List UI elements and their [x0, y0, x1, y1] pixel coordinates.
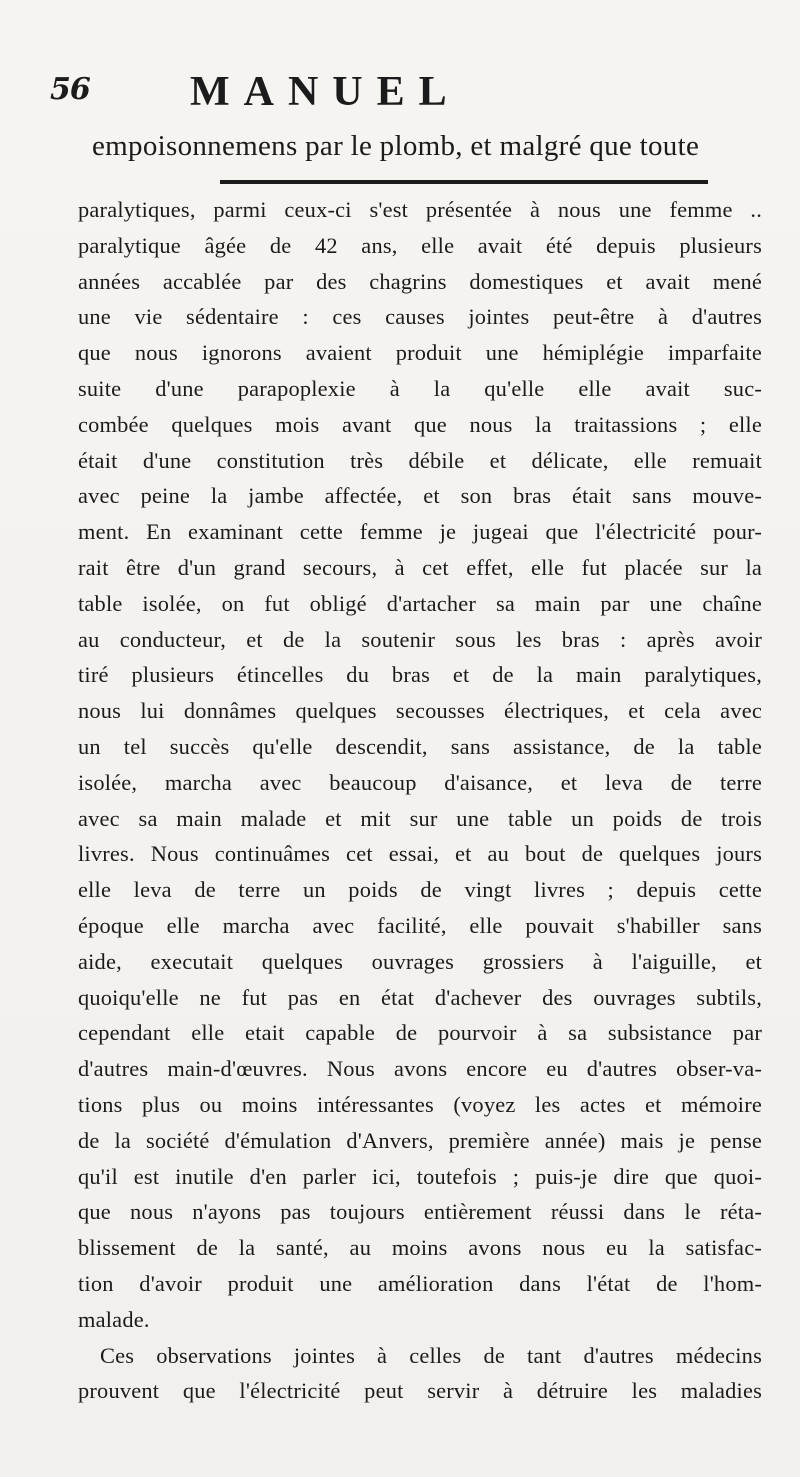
- text-line: elle leva de terre un poids de vingt livres ; depuis cette: [78, 877, 762, 903]
- page-number: 56: [50, 72, 90, 107]
- text-line: un tel succès qu'elle descendit, sans assistance, de la table: [78, 733, 762, 759]
- text-line: que nous ignorons avaient produit une hémiplégie imparfaite: [78, 340, 762, 366]
- text-line: que nous n'ayons pas toujours entièrement réussi dans le réta-: [78, 1199, 762, 1225]
- text-line: suite d'une parapoplexie à la qu'elle elle avait suc-: [78, 375, 762, 401]
- body-text: [78, 192, 762, 1409]
- page-header: [50, 68, 750, 115]
- text-line: rait être d'un grand secours, à cet effet, elle fut placée sur la: [78, 554, 762, 580]
- text-line: tions plus ou moins intéressantes (voyez les actes et mémoire: [78, 1091, 762, 1117]
- text-line: isolée, marcha avec beaucoup d'aisance, et leva de terre: [78, 769, 762, 795]
- text-line: Ces observations jointes à celles de tant d'autres médecins: [100, 1342, 762, 1368]
- text-line: tiré plusieurs étincelles du bras et de la main paralytiques,: [78, 662, 762, 688]
- text-line: de la société d'émulation d'Anvers, première année) mais je pense: [78, 1127, 762, 1153]
- text-line: livres. Nous continuâmes cet essai, et au bout de quelques jours: [78, 841, 762, 867]
- text-line: était d'une constitution très débile et délicate, elle remuait: [78, 447, 762, 473]
- text-line: cependant elle etait capable de pourvoir à sa subsistance par: [78, 1020, 762, 1046]
- text-line: avec sa main malade et mit sur une table un poids de trois: [78, 805, 762, 831]
- continuation-line: empoisonnemens par le plomb, et malgré que toute: [92, 130, 700, 162]
- text-line: paralytique âgée de 42 ans, elle avait été depuis plusieurs: [78, 232, 762, 258]
- running-title: MANUEL: [190, 69, 461, 115]
- text-line: prouvent que l'électricité peut servir à détruire les maladies: [78, 1378, 762, 1404]
- text-line: blissement de la santé, au moins avons nous eu la satisfac-: [78, 1235, 762, 1261]
- text-line: au conducteur, et de la soutenir sous les bras : après avoir: [78, 626, 762, 652]
- text-line: aide, executait quelques ouvrages grossiers à l'aiguille, et: [78, 948, 762, 974]
- text-line: tion d'avoir produit une amélioration dans l'état de l'hom-: [78, 1270, 762, 1296]
- text-line: combée quelques mois avant que nous la traitassions ; elle: [78, 411, 762, 437]
- text-line: quoiqu'elle ne fut pas en état d'achever des ouvrages subtils,: [78, 984, 762, 1010]
- text-line: ment. En examinant cette femme je jugeai que l'électricité pour-: [78, 519, 762, 545]
- horizontal-rule: [220, 180, 708, 184]
- text-line: nous lui donnâmes quelques secousses électriques, et cela avec: [78, 698, 762, 724]
- text-line: une vie sédentaire : ces causes jointes peut-être à d'autres: [78, 304, 762, 330]
- text-line: table isolée, on fut obligé d'artacher sa main par une chaîne: [78, 590, 762, 616]
- text-line: d'autres main-d'œuvres. Nous avons encore eu d'autres obser-va-: [78, 1056, 762, 1082]
- text-line: paralytiques, parmi ceux-ci s'est présentée à nous une femme ..: [78, 197, 762, 222]
- text-line: années accablée par des chagrins domestiques et avait mené: [78, 268, 762, 294]
- text-line: malade.: [78, 1306, 150, 1332]
- text-line: avec peine la jambe affectée, et son bras était sans mouve-: [78, 483, 762, 509]
- text-line: époque elle marcha avec facilité, elle pouvait s'habiller sans: [78, 912, 762, 938]
- text-line: qu'il est inutile d'en parler ici, toutefois ; puis-je dire que quoi-: [78, 1163, 762, 1189]
